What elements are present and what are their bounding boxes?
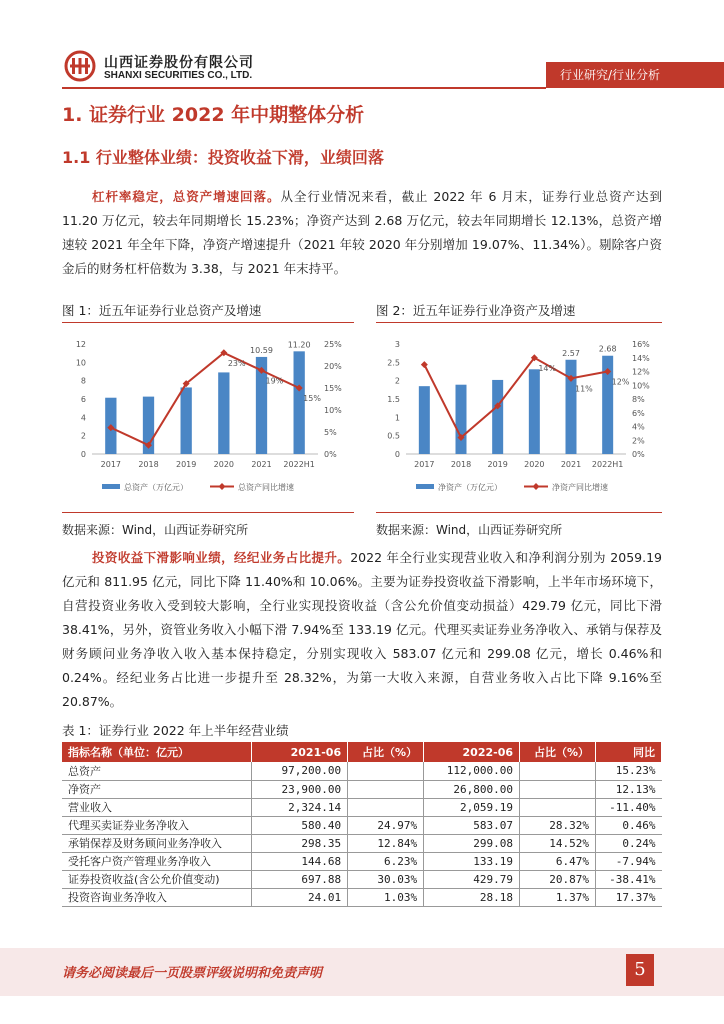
x-axis-tick-label: 2021	[560, 460, 582, 469]
x-axis-tick-label: 2017	[100, 460, 122, 469]
line-data-label: 23%	[227, 358, 246, 368]
page-footer	[0, 948, 724, 996]
paragraph-income	[62, 546, 662, 714]
table-header-cell: 占比（%）	[348, 742, 424, 762]
table-cell: 1.37%	[520, 888, 596, 906]
table-cell: 24.97%	[348, 816, 424, 834]
y-axis-left-tick-label: 8	[80, 376, 86, 386]
y-axis-right-tick-label: 10%	[324, 406, 342, 415]
table-cell: 429.79	[424, 870, 520, 888]
table-header-cell: 2022-06	[424, 742, 520, 762]
table-cell: 697.88	[252, 870, 348, 888]
legend-line-marker	[219, 483, 226, 490]
report-type-tag: 行业研究/行业分析	[546, 62, 724, 88]
line-data-label: 15%	[303, 394, 321, 403]
table-cell: -11.40%	[595, 798, 661, 816]
table-cell: 24.01	[252, 888, 348, 906]
x-axis-tick-label: 2018	[138, 460, 159, 469]
y-axis-right-tick-label: 20%	[324, 362, 342, 371]
table-cell	[520, 780, 596, 798]
page-number: 5	[626, 954, 654, 986]
x-axis-tick-label: 2021	[251, 460, 272, 469]
paragraph-leverage	[62, 185, 662, 281]
subsection-heading: 1.1 行业整体业绩：投资收益下滑，业绩回落	[62, 148, 384, 167]
line-data-label: 12%	[611, 377, 630, 387]
table-cell: 净资产	[62, 780, 252, 798]
y-axis-left-tick-label: 1	[394, 413, 400, 423]
header-divider	[62, 87, 546, 89]
table-cell: 受托客户资产管理业务净收入	[62, 852, 252, 870]
paragraph-body: 2022 年全行业实现营业收入和净利润分别为 2059.19 亿元和 811.95 亿元，同比下降 11.40%和 10.06%。主要为证券投资收益下滑影响，上半年市场环境下，自营投资业务收入受到较大影响，全行业实现投资收益（含公允价值变动损益）429.79 亿元，同比下滑 38.41%，另外，资管业务收入小幅下滑 7.94%至 133.19 亿元。代理买卖证券业务净收入、承销与保荐及财务顾问业务净收入收入基本保持稳定，分别实现收入 583.07 亿元和 299.08 亿元，增长 0.46%和 0.24%。经纪业务占比进一步提升至 28.32%，为第一大收入来源，自营业务收入占比下降 9.16%至 20.87%。	[62, 550, 662, 709]
legend-bar-swatch	[102, 484, 120, 489]
bar	[566, 360, 577, 454]
paragraph-lead: 杠杆率稳定，总资产增速回落。	[92, 189, 281, 204]
disclaimer-notice: 请务必阅读最后一页股票评级说明和免责声明	[62, 966, 323, 981]
y-axis-left-tick-label: 2.5	[387, 358, 400, 368]
figure-1-source: 数据来源：Wind，山西证券研究所	[62, 523, 249, 537]
figure-2-bottom-rule	[376, 512, 662, 513]
y-axis-right-tick-label: 0%	[632, 450, 645, 459]
table-cell: 14.52%	[520, 834, 596, 852]
table-cell: 证券投资收益(含公允价值变动)	[62, 870, 252, 888]
company-name-cn: 山西证券股份有限公司	[104, 55, 254, 71]
legend-line-marker	[533, 483, 540, 490]
y-axis-left-tick-label: 3	[394, 340, 400, 349]
y-axis-left-tick-label: 6	[80, 395, 86, 404]
line-point	[421, 361, 428, 368]
y-axis-right-tick-label: 12%	[632, 367, 650, 377]
table-cell: 97,200.00	[252, 762, 348, 780]
bar-data-label: 2.68	[598, 344, 617, 354]
table-cell: 17.37%	[595, 888, 661, 906]
company-logo-icon	[62, 50, 98, 82]
table-row	[62, 816, 662, 834]
y-axis-left-tick-label: 1.5	[387, 395, 400, 404]
x-axis-tick-label: 2020	[213, 460, 235, 469]
table-header-cell: 2021-06	[252, 742, 348, 762]
y-axis-left-tick-label: 0	[80, 450, 86, 459]
section-heading: 1. 证券行业 2022 年中期整体分析	[62, 104, 365, 126]
y-axis-right-tick-label: 14%	[632, 353, 650, 363]
legend-bar-label: 净资产（万亿元）	[438, 483, 502, 492]
figure-1-top-rule	[62, 322, 354, 323]
table-cell	[348, 780, 424, 798]
x-axis-tick-label: 2022H1	[283, 460, 315, 469]
x-axis-tick-label: 2017	[414, 460, 435, 469]
x-axis-tick-label: 2019	[175, 460, 197, 469]
table-cell: 28.32%	[520, 816, 596, 834]
table-cell: 298.35	[252, 834, 348, 852]
figure-1-bottom-rule	[62, 512, 354, 513]
table-cell: 总资产	[62, 762, 252, 780]
bar-data-label: 2.57	[562, 348, 580, 358]
y-axis-right-tick-label: 8%	[632, 395, 645, 404]
table-cell: 26,800.00	[424, 780, 520, 798]
y-axis-right-tick-label: 15%	[324, 384, 342, 393]
y-axis-right-tick-label: 0%	[324, 450, 337, 459]
x-axis-tick-label: 2020	[524, 460, 545, 469]
bar	[419, 386, 430, 454]
figure-1-title: 图 1：近五年证券行业总资产及增速	[62, 303, 262, 318]
y-axis-right-tick-label: 25%	[324, 340, 342, 349]
table-cell: 30.03%	[348, 870, 424, 888]
bar	[456, 385, 467, 454]
table-cell: 6.23%	[348, 852, 424, 870]
growth-line	[424, 358, 607, 438]
table-title: 表 1：证券行业 2022 年上半年经营业绩	[62, 723, 289, 738]
table-row	[62, 780, 662, 798]
figure-2-title: 图 2：近五年证券行业净资产及增速	[376, 303, 576, 318]
bar-data-label: 10.59	[250, 345, 273, 355]
table-cell: -38.41%	[595, 870, 661, 888]
table-cell	[348, 798, 424, 816]
bar-data-label: 11.20	[287, 340, 311, 350]
table-cell: 营业收入	[62, 798, 252, 816]
table-row	[62, 852, 662, 870]
y-axis-left-tick-label: 2	[80, 431, 86, 441]
company-name-en: SHANXI SECURITIES CO., LTD.	[104, 70, 253, 81]
bar	[529, 369, 540, 454]
y-axis-right-tick-label: 16%	[632, 340, 650, 349]
table-cell: 299.08	[424, 834, 520, 852]
figure-1-chart	[62, 330, 354, 510]
figure-2-chart	[376, 330, 662, 510]
legend-bar-label: 总资产（万亿元）	[124, 483, 188, 492]
legend-line-label: 总资产同比增速	[238, 483, 294, 492]
y-axis-left-tick-label: 2	[394, 376, 400, 386]
table-cell: 6.47%	[520, 852, 596, 870]
line-data-label: 19%	[265, 376, 284, 386]
y-axis-right-tick-label: 10%	[632, 381, 650, 391]
table-cell: 12.13%	[595, 780, 661, 798]
paragraph-body: 从全行业情况来看，截止 2022 年 6 月末，证券行业总资产达到 11.20 万亿元，较去年同期增长 15.23%；净资产达到 2.68 万亿元，较去年同期增长 12.13%，总资产增速较 2021 年全年下降，净资产增速提升（2021 年较 2020 年分别增加 19.07%、11.34%）。剔除客户资金后的财务杠杆倍数为 3.38，与 2021 年末持平。	[62, 189, 662, 276]
x-axis-tick-label: 2022H1	[591, 460, 624, 469]
table-cell: 2,059.19	[424, 798, 520, 816]
table-cell: 23,900.00	[252, 780, 348, 798]
table-header-cell: 占比（%）	[520, 742, 596, 762]
table-cell: 承销保荐及财务顾问业务净收入	[62, 834, 252, 852]
y-axis-left-tick-label: 10	[75, 358, 86, 368]
table-cell: 12.84%	[348, 834, 424, 852]
table-cell	[520, 762, 596, 780]
y-axis-left-tick-label: 0	[394, 450, 400, 459]
bar	[218, 372, 229, 454]
table-header-row	[62, 742, 662, 762]
table-row	[62, 888, 662, 906]
table-cell: 28.18	[424, 888, 520, 906]
paragraph-lead: 投资收益下滑影响业绩，经纪业务占比提升。	[92, 550, 351, 565]
legend-bar-swatch	[416, 484, 434, 489]
line-data-label: 14%	[538, 363, 557, 373]
figure-2-top-rule	[376, 322, 662, 323]
table-cell: 0.46%	[595, 816, 661, 834]
table-cell: 2,324.14	[252, 798, 348, 816]
table-row	[62, 870, 662, 888]
table-cell: 583.07	[424, 816, 520, 834]
x-axis-tick-label: 2019	[487, 460, 508, 469]
y-axis-right-tick-label: 5%	[324, 428, 337, 437]
y-axis-right-tick-label: 4%	[632, 422, 645, 432]
table-cell	[348, 762, 424, 780]
y-axis-right-tick-label: 2%	[632, 436, 645, 446]
table-cell: 133.19	[424, 852, 520, 870]
figure-2-source: 数据来源：Wind，山西证券研究所	[376, 523, 563, 537]
table-header-cell: 指标名称（单位：亿元）	[62, 742, 252, 762]
bar	[181, 387, 192, 454]
legend-line-label: 净资产同比增速	[552, 483, 608, 492]
bar	[492, 380, 503, 454]
table-cell: 代理买卖证券业务净收入	[62, 816, 252, 834]
y-axis-left-tick-label: 0.5	[387, 431, 400, 441]
table-row	[62, 762, 662, 780]
table-cell: 投资咨询业务净收入	[62, 888, 252, 906]
table-cell: 1.03%	[348, 888, 424, 906]
table-cell: -7.94%	[595, 852, 661, 870]
growth-line	[111, 353, 299, 445]
table-header-cell: 同比	[595, 742, 661, 762]
line-data-label: 11%	[575, 384, 593, 394]
y-axis-right-tick-label: 6%	[632, 408, 645, 418]
table-cell: 144.68	[252, 852, 348, 870]
table-row	[62, 834, 662, 852]
table-cell: 20.87%	[520, 870, 596, 888]
table-cell: 112,000.00	[424, 762, 520, 780]
table-cell: 0.24%	[595, 834, 661, 852]
table-row	[62, 798, 662, 816]
table-cell: 15.23%	[595, 762, 661, 780]
y-axis-left-tick-label: 4	[80, 413, 86, 423]
performance-table	[62, 742, 662, 907]
table-cell: 580.40	[252, 816, 348, 834]
table-cell	[520, 798, 596, 816]
y-axis-left-tick-label: 12	[75, 340, 86, 349]
x-axis-tick-label: 2018	[450, 460, 472, 469]
page-header	[0, 0, 724, 96]
